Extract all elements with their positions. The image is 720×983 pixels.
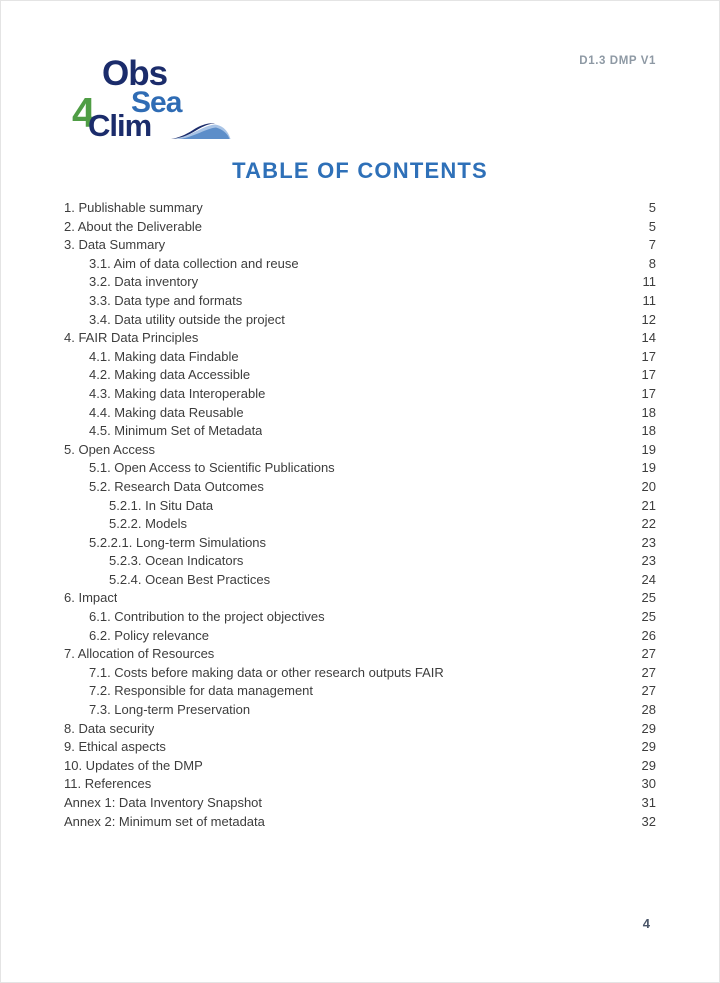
- toc-entry-label: 4.4. Making data Reusable: [89, 404, 244, 420]
- toc-entry[interactable]: [64, 721, 656, 740]
- toc-entry[interactable]: [64, 609, 656, 628]
- toc-entry[interactable]: [64, 423, 656, 442]
- toc-entry[interactable]: [64, 572, 656, 591]
- toc-entry[interactable]: [64, 349, 656, 368]
- toc-entry-page-number: 19: [641, 460, 656, 476]
- logo-text-sea: Sea: [131, 86, 182, 119]
- toc-entry-label: 3.4. Data utility outside the project: [89, 311, 285, 327]
- toc-entry-page-number: 5: [648, 218, 656, 234]
- toc-entry-label: 1. Publishable summary: [64, 200, 203, 215]
- toc-entry[interactable]: [64, 219, 656, 238]
- toc-entry[interactable]: [64, 274, 656, 293]
- toc-entry-page-number: 25: [641, 590, 656, 606]
- toc-entry-label: 5.2.4. Ocean Best Practices: [109, 571, 271, 587]
- toc-entry[interactable]: [64, 795, 656, 814]
- toc-entry[interactable]: [64, 776, 656, 795]
- toc-entry[interactable]: [64, 814, 656, 833]
- toc-entry[interactable]: [64, 498, 656, 517]
- toc-entry-label: 8. Data security: [64, 720, 155, 736]
- obssea4clim-logo: [62, 46, 242, 150]
- toc-entry-label: 3. Data Summary: [64, 237, 166, 253]
- toc-entry-label: 3.1. Aim of data collection and reuse: [89, 255, 299, 271]
- toc-entry-page-number: 28: [641, 702, 656, 718]
- toc-entry-label: 6.1. Contribution to the project objectives: [89, 609, 325, 625]
- toc-entry[interactable]: [64, 312, 656, 331]
- toc-entry-label: 7. Allocation of Resources: [64, 646, 215, 662]
- toc-entry-page-number: 21: [641, 497, 656, 513]
- toc-entry[interactable]: [64, 665, 656, 684]
- toc-entry[interactable]: [64, 479, 656, 498]
- toc-entry-page-number: 18: [641, 423, 656, 439]
- logo-text-four: 4: [72, 89, 96, 136]
- toc-entry-label: Annex 1: Data Inventory Snapshot: [64, 795, 263, 810]
- toc-entry-label: 4.1. Making data Findable: [89, 348, 239, 364]
- toc-entry-page-number: 26: [641, 627, 656, 643]
- toc-entry[interactable]: [64, 683, 656, 702]
- toc-entry-label: 5.1. Open Access to Scientific Publications: [89, 460, 335, 476]
- toc-entry[interactable]: [64, 386, 656, 405]
- toc-entry-page-number: 32: [641, 813, 656, 829]
- toc-entry-label: 2. About the Deliverable: [64, 218, 203, 234]
- page-title: TABLE OF CONTENTS: [232, 158, 488, 183]
- document-code: D1.3 DMP V1: [579, 55, 656, 67]
- toc-entry-page-number: 18: [641, 404, 656, 420]
- toc-entry-label: 4.3. Making data Interoperable: [89, 385, 266, 401]
- toc-entry[interactable]: [64, 702, 656, 721]
- table-of-contents: [64, 200, 656, 832]
- toc-entry-page-number: 27: [641, 664, 656, 680]
- toc-entry[interactable]: [64, 237, 656, 256]
- toc-entry-page-number: 27: [641, 646, 656, 662]
- toc-entry-label: 7.3. Long-term Preservation: [89, 702, 251, 718]
- toc-entry-page-number: 31: [641, 795, 656, 810]
- toc-entry-page-number: 29: [641, 739, 656, 755]
- toc-entry-page-number: 17: [641, 348, 656, 364]
- footer-page-number: 4: [642, 916, 650, 931]
- toc-entry[interactable]: [64, 535, 656, 554]
- toc-entry[interactable]: [64, 590, 656, 609]
- toc-entry-label: 5.2.2. Models: [109, 516, 188, 532]
- toc-entry[interactable]: [64, 646, 656, 665]
- toc-entry-label: 11. References: [64, 776, 152, 792]
- toc-entry-page-number: 24: [641, 571, 656, 587]
- toc-entry-page-number: 25: [641, 609, 656, 625]
- toc-entry-page-number: 27: [641, 683, 656, 699]
- toc-entry-page-number: 29: [641, 720, 656, 736]
- toc-entry[interactable]: [64, 200, 656, 219]
- toc-entry[interactable]: [64, 739, 656, 758]
- toc-entry-label: 4.5. Minimum Set of Metadata: [89, 423, 263, 439]
- toc-entry-label: 7.2. Responsible for data management: [89, 683, 314, 699]
- logo-text-clim: Clim: [88, 108, 152, 143]
- toc-entry-label: Annex 2: Minimum set of metadata: [64, 813, 265, 829]
- toc-entry-page-number: 14: [641, 330, 656, 346]
- toc-entry-page-number: 11: [642, 274, 656, 290]
- toc-entry-page-number: 12: [641, 311, 656, 327]
- toc-entry-label: 6. Impact: [64, 590, 118, 606]
- toc-entry-page-number: 22: [641, 516, 656, 532]
- toc-entry[interactable]: [64, 628, 656, 647]
- toc-entry[interactable]: [64, 330, 656, 349]
- toc-entry[interactable]: [64, 460, 656, 479]
- toc-entry[interactable]: [64, 442, 656, 461]
- toc-entry-label: 10. Updates of the DMP: [64, 757, 203, 773]
- toc-entry-page-number: 17: [641, 367, 656, 383]
- toc-entry[interactable]: [64, 256, 656, 275]
- toc-entry-label: 5.2.1. In Situ Data: [109, 497, 214, 513]
- toc-entry-page-number: 20: [641, 478, 656, 494]
- toc-entry-page-number: 30: [641, 776, 656, 792]
- wave-swoosh-icon: [170, 122, 232, 140]
- toc-entry-label: 3.3. Data type and formats: [89, 292, 243, 308]
- toc-entry-page-number: 8: [648, 255, 656, 271]
- toc-entry-page-number: 29: [641, 757, 656, 773]
- toc-entry-page-number: 23: [641, 534, 656, 550]
- toc-entry-label: 3.2. Data inventory: [89, 274, 199, 290]
- toc-entry-page-number: 17: [641, 385, 656, 401]
- toc-entry-label: 5.2.3. Ocean Indicators: [109, 553, 244, 569]
- toc-entry[interactable]: [64, 516, 656, 535]
- toc-entry-page-number: 7: [648, 237, 656, 253]
- toc-entry-label: 5.2.2.1. Long-term Simulations: [89, 534, 267, 550]
- toc-entry-label: 4.2. Making data Accessible: [89, 367, 251, 383]
- toc-entry-label: 5. Open Access: [64, 441, 156, 457]
- toc-entry[interactable]: [64, 405, 656, 424]
- toc-entry[interactable]: [64, 293, 656, 312]
- toc-entry-label: 6.2. Policy relevance: [89, 627, 209, 643]
- toc-entry-label: 5.2. Research Data Outcomes: [89, 478, 264, 494]
- toc-entry[interactable]: [64, 367, 656, 386]
- toc-entry-page-number: 19: [641, 441, 656, 457]
- toc-entry-label: 9. Ethical aspects: [64, 739, 166, 755]
- toc-entry-label: 7.1. Costs before making data or other research outputs FAIR: [89, 664, 444, 680]
- toc-entry-page-number: 11: [642, 292, 656, 308]
- toc-entry-page-number: 23: [641, 553, 656, 569]
- toc-entry[interactable]: [64, 758, 656, 777]
- toc-entry[interactable]: [64, 553, 656, 572]
- toc-entry-page-number: 5: [648, 200, 656, 215]
- toc-entry-label: 4. FAIR Data Principles: [64, 330, 199, 346]
- logo-text-obs: Obs: [102, 54, 168, 93]
